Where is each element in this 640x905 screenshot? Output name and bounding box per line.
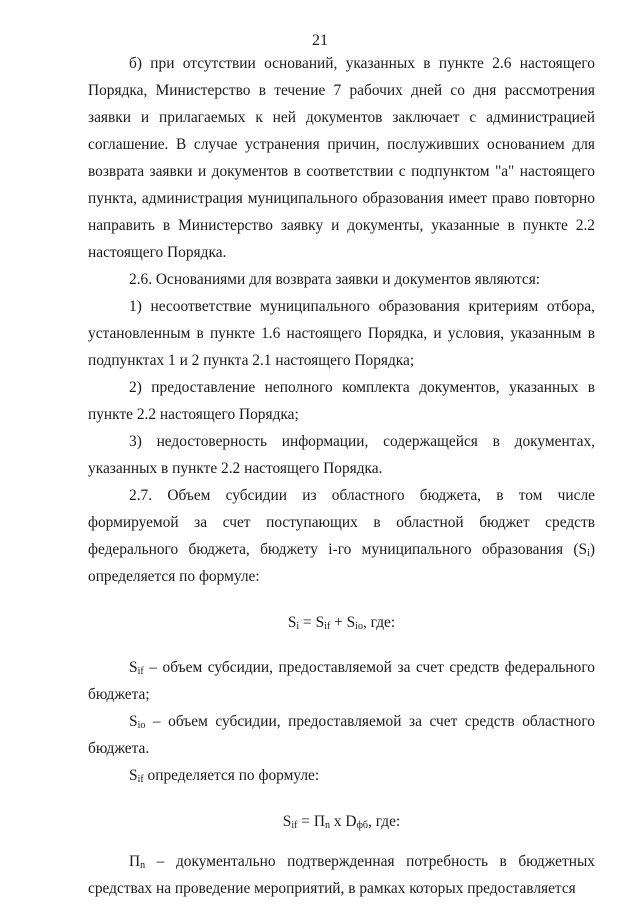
paragraph-item-2: 2) предоставление неполного комплекта документов, указанных в пункте 2.2 настоящего Порядка; (88, 379, 595, 423)
definition-sio: $S_{io}$ – объем субсидии, предоставляемой за счет средств областного бюджета. (88, 713, 595, 757)
paragraph-sub-b: б) при отсутствии оснований, указанных в пункте 2.6 настоящего Порядка, Министерство в течение 7 рабочих дней со дня рассмотрения заявки и прилагаемых к ней документов заключает с администрацией соглашение. В случае устранения причин, послуживших основанием для возврата заявки и документов в соответствии с подпунктом "а" настоящего пункта, администрация муниципального образования имеет право повторно направить в Министерство заявку и документы, указанные в пункте 2.2 настоящего Порядка. (88, 55, 595, 261)
paragraph-2-7: 2.7. Объем субсидии из областного бюджета, в том числе формируемой за счет поступающих в областной бюджет средств федерального бюджета, бюджету i-го муниципального образования $(S_i)$ определяется по формуле: (88, 487, 595, 585)
definition-pn: $П_n$ – документально подтвержденная потребность в бюджетных средствах на проведение мероприятий, в рамках которых предоставляется (88, 853, 595, 897)
paragraph-item-1: 1) несоответствие муниципального образования критериям отбора, установленным в пункте 1.6 настоящего Порядка, и условия, указанным в подпунктах 1 и 2 пункта 2.1 настоящего Порядка; (88, 298, 595, 369)
page-number: 21 (312, 32, 328, 49)
paragraph-2-6: 2.6. Основаниями для возврата заявки и документов являются: (129, 271, 541, 288)
formula-subsidy-total: $S_i = S_{if} + S_{io}$, где: (287, 614, 396, 632)
paragraph-item-3: 3) недостоверность информации, содержащейся в документах, указанных в пункте 2.2 настоящего Порядка. (88, 433, 595, 477)
document-body (88, 50, 595, 902)
definition-sif: $S_{if}$ – объем субсидии, предоставляемой за счет средств федерального бюджета; (88, 659, 595, 703)
formula-subsidy-federal: $S_{if} = П_n$ x $D_{фб}$, где: (282, 813, 401, 831)
paragraph-sif-formula-intro: $S_{if}$ определяется по формуле: (129, 767, 320, 785)
